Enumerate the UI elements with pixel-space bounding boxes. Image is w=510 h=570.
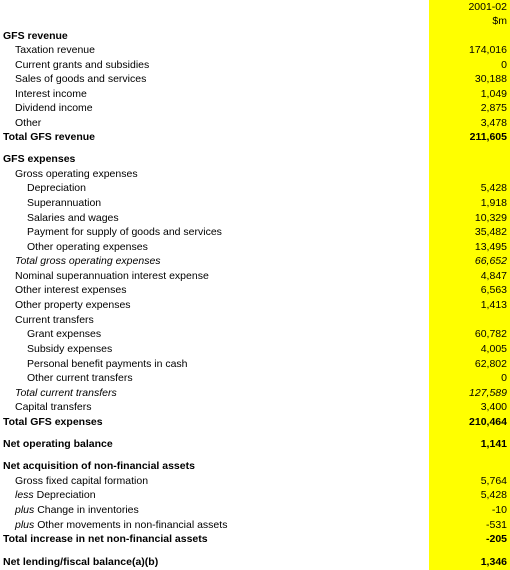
line-item-value: 6,563 [480,284,507,296]
subsection-heading [0,313,510,327]
line-item-value: 4,847 [480,270,507,282]
subtotal-label: Total current transfers [15,387,117,399]
less-depreciation-text: Depreciation [36,489,96,501]
line-item [0,488,510,502]
line-item-label [15,503,139,517]
other-movements-text: Other movements in non-financial assets [37,519,228,531]
gross-operating-label: Gross operating expenses [15,168,138,180]
subtotal-row [0,254,510,268]
line-item [0,87,510,101]
line-item-label: Other operating expenses [27,241,148,253]
line-item [0,101,510,115]
line-item-label: Sales of goods and services [15,73,147,85]
line-item [0,269,510,283]
column-year: 2001-02 [468,1,507,13]
line-item-label: Nominal superannuation interest expense [15,270,209,282]
line-item-value: 3,400 [480,401,507,413]
plus-prefix: plus [15,504,35,516]
net-operating-label: Net operating balance [3,438,113,450]
line-item-value: 1,413 [480,299,507,311]
line-item-label [15,488,96,502]
line-item [0,225,510,239]
line-item [0,196,510,210]
line-item [0,116,510,130]
line-item-label: Dividend income [15,102,93,114]
line-item-label: Grant expenses [27,328,102,340]
line-item [0,211,510,225]
line-item [0,58,510,72]
line-item-value: 0 [501,59,507,71]
total-label: Total increase in net non-financial assets [3,533,208,545]
total-value: -205 [485,533,507,545]
line-item-value: 13,495 [474,241,507,253]
line-item-label: Other [15,117,42,129]
line-item-label: Other property expenses [15,299,131,311]
line-item-label: Other current transfers [27,372,133,384]
line-item [0,240,510,254]
line-item-label: Taxation revenue [15,44,95,56]
line-item-value: 0 [501,372,507,384]
line-item [0,474,510,488]
total-value: 211,605 [469,131,507,143]
line-item-value: -10 [491,504,507,516]
line-item-label: Current grants and subsidies [15,59,150,71]
line-item-label: Capital transfers [15,401,92,413]
section-heading-nonfin [0,459,510,473]
total-row-nonfin [0,532,510,546]
line-item [0,400,510,414]
subtotal-value: 127,589 [469,387,507,399]
line-item [0,72,510,86]
subtotal-label: Total gross operating expenses [15,255,161,267]
line-item-value: -531 [485,519,507,531]
change-inventories-text: Change in inventories [37,504,139,516]
line-item-value: 4,005 [480,343,507,355]
line-item-label: Subsidy expenses [27,343,113,355]
net-operating-balance-row [0,437,510,451]
column-unit: $m [492,15,507,27]
line-item-label: Depreciation [27,182,86,194]
line-item-value: 10,329 [474,212,507,224]
subtotal-value: 66,652 [474,255,507,267]
line-item-value: 5,428 [480,489,507,501]
expenses-title: GFS expenses [3,153,76,165]
line-item-value: 62,802 [474,358,507,370]
plus-prefix: plus [15,519,35,531]
line-item-label: Payment for supply of goods and services [27,226,222,238]
subtotal-row [0,386,510,400]
net-lending-row [0,555,510,569]
line-item-label: Interest income [15,88,87,100]
line-item [0,283,510,297]
line-item [0,298,510,312]
line-item-value: 1,918 [480,197,507,209]
section-heading-expenses [0,152,510,166]
section-heading-revenue [0,29,510,43]
nonfin-title: Net acquisition of non-financial assets [3,460,195,472]
line-item [0,181,510,195]
line-item-label: Gross fixed capital formation [15,475,149,487]
net-lending-value: 1,346 [480,556,507,568]
line-item-value: 5,428 [480,182,507,194]
line-item-value: 2,875 [480,102,507,114]
line-item [0,518,510,532]
line-item-label: Personal benefit payments in cash [27,358,188,370]
line-item-value: 1,049 [480,88,507,100]
header-unit-row [0,14,510,28]
line-item [0,371,510,385]
net-lending-label: Net lending/fiscal balance(a)(b) [3,556,159,568]
line-item-value: 5,764 [480,475,507,487]
line-item-label: Other interest expenses [15,284,127,296]
line-item-value: 35,482 [474,226,507,238]
total-label: Total GFS expenses [3,416,103,428]
line-item [0,503,510,517]
total-row-expenses [0,415,510,429]
line-item-label: Salaries and wages [27,212,119,224]
subsection-heading [0,167,510,181]
header-year-row [0,0,510,14]
current-transfers-label: Current transfers [15,314,94,326]
line-item-value: 30,188 [474,73,507,85]
line-item [0,327,510,341]
line-item-value: 3,478 [480,117,507,129]
line-item-value: 60,782 [474,328,507,340]
net-operating-value: 1,141 [480,438,507,450]
line-item-label [15,518,227,532]
less-prefix: less [15,489,34,501]
revenue-title: GFS revenue [3,30,68,42]
total-value: 210,464 [469,416,507,428]
line-item-label: Superannuation [27,197,102,209]
line-item [0,342,510,356]
line-item [0,357,510,371]
line-item [0,43,510,57]
line-item-value: 174,016 [469,44,507,56]
total-row-revenue [0,130,510,144]
total-label: Total GFS revenue [3,131,95,143]
